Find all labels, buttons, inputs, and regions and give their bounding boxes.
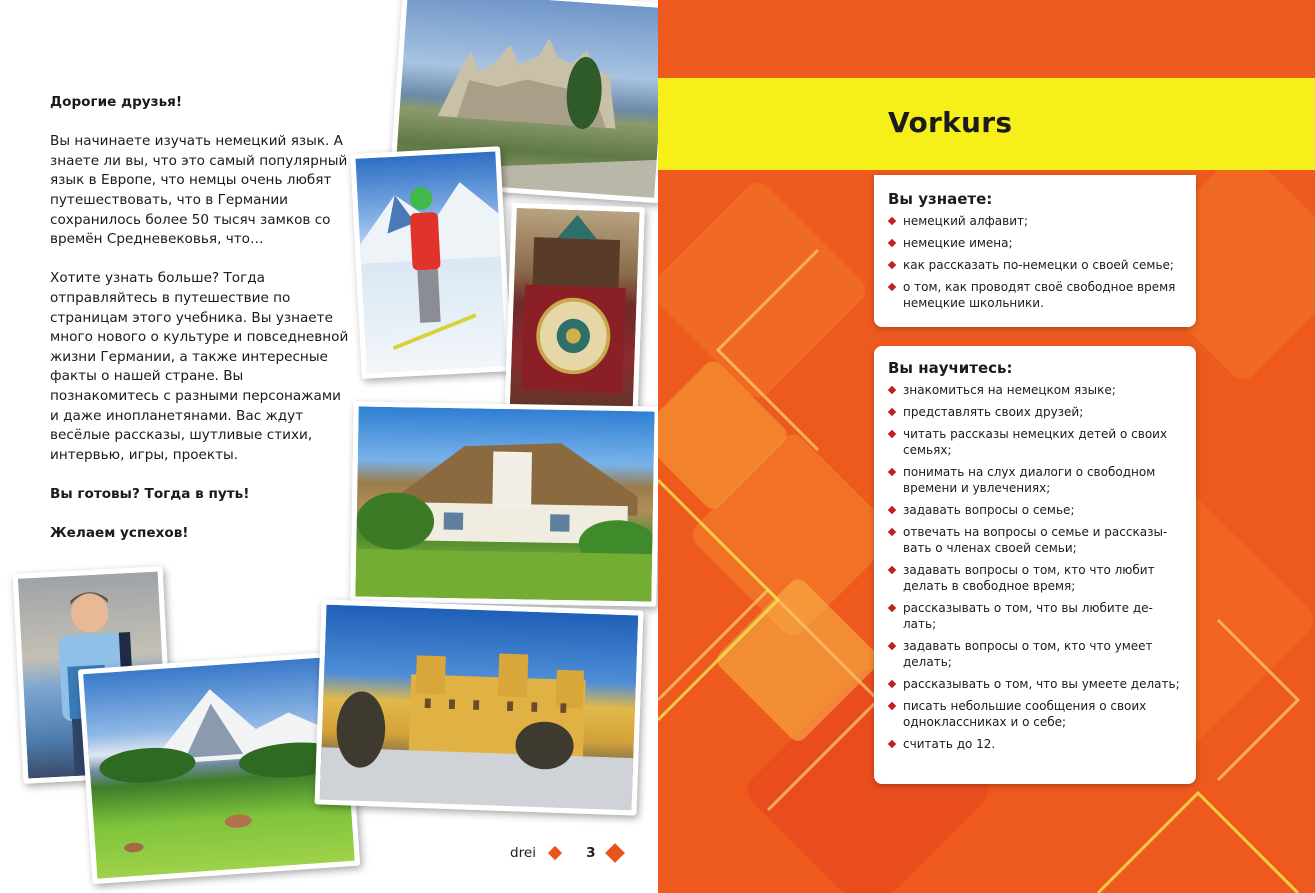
intro-paragraph-1: Вы начинаете изучать немецкий язык. А знаете ли вы, что это самый популярный язык в Европе, что немцы очень любят путешествовать, что в Германии сохранилось более 50 тысяч замков со времён Средневековья, что… (50, 133, 348, 248)
list-item: считать до 12. (888, 736, 1182, 752)
list-item: рассказывать о том, что вы любите де-лать; (888, 600, 1182, 632)
learn-box-title: Вы узнаете: (888, 190, 993, 208)
hohenschwangau-castle-photo (315, 599, 644, 815)
list-item: о том, как проводят своё свободное время немецкие школьники. (888, 279, 1182, 311)
list-item: немецкий алфавит; (888, 213, 1182, 229)
bullet-diamond-icon (888, 468, 896, 476)
bullet-diamond-icon (888, 702, 896, 710)
thatched-house-photo (350, 401, 658, 606)
clock-photo (504, 203, 645, 428)
bullet-diamond-icon (888, 642, 896, 650)
page-footer (510, 843, 622, 863)
list-item: немецкие имена; (888, 235, 1182, 251)
page-title: Vorkurs (888, 106, 1013, 139)
skills-list (888, 382, 1182, 752)
skills-box-title: Вы научитесь: (888, 359, 1013, 377)
learn-box (874, 175, 1196, 327)
bullet-diamond-icon (888, 528, 896, 536)
list-item: задавать вопросы о том, кто что любит делать в свободное время; (888, 562, 1182, 594)
list-item: знакомиться на немецком языке; (888, 382, 1182, 398)
bullet-diamond-icon (888, 506, 896, 514)
page-number: 3 (586, 845, 596, 861)
intro-text (50, 93, 350, 563)
intro-paragraph-2: Хотите узнать больше? Тогда отправляйтесь в путешествие по страницам этого учебника. Вы узнаете много нового о культуре и повседневной жизни Германии, а также интересные факты о нашей стране. Вы познакомитесь с разными персонажами и даже инопланетянами. Вас ждут весёлые рассказы, шутливые стихи, интервью, игры, проекты. (50, 270, 349, 463)
footer-word: drei (510, 845, 537, 861)
list-item: отвечать на вопросы о семье и рассказы-вать о членах своей семьи; (888, 524, 1182, 556)
list-item: читать рассказы немецких детей о своих семьях; (888, 426, 1182, 458)
bullet-diamond-icon (888, 430, 896, 438)
bullet-diamond-icon (888, 217, 896, 225)
title-band (658, 78, 1315, 170)
bullet-diamond-icon (888, 566, 896, 574)
bullet-diamond-icon (888, 604, 896, 612)
greeting: Дорогие друзья! (50, 94, 183, 110)
wish-line: Желаем успехов! (50, 525, 189, 542)
list-item: понимать на слух диалоги о свободном времени и увлечениях; (888, 464, 1182, 496)
bullet-diamond-icon (888, 386, 896, 394)
list-item: задавать вопросы о том, кто что умеет делать; (888, 638, 1182, 670)
list-item: рассказывать о том, что вы умеете делать; (888, 676, 1182, 692)
list-item: задавать вопросы о семье; (888, 502, 1182, 518)
bullet-diamond-icon (888, 680, 896, 688)
skier-photo (350, 146, 512, 379)
bullet-diamond-icon (888, 239, 896, 247)
diamond-icon (605, 843, 625, 863)
list-item: как рассказать по-немецки о своей семье; (888, 257, 1182, 273)
right-page (658, 0, 1315, 893)
bullet-diamond-icon (888, 261, 896, 269)
bullet-diamond-icon (888, 740, 896, 748)
skills-box (874, 346, 1196, 784)
learn-list (888, 213, 1182, 311)
ready-line: Вы готовы? Тогда в путь! (50, 485, 250, 502)
list-item: писать небольшие сообщения о своих одноклассниках и о себе; (888, 698, 1182, 730)
list-item: представлять своих друзей; (888, 404, 1182, 420)
bullet-diamond-icon (888, 283, 896, 291)
diamond-icon (548, 846, 562, 860)
bullet-diamond-icon (888, 408, 896, 416)
